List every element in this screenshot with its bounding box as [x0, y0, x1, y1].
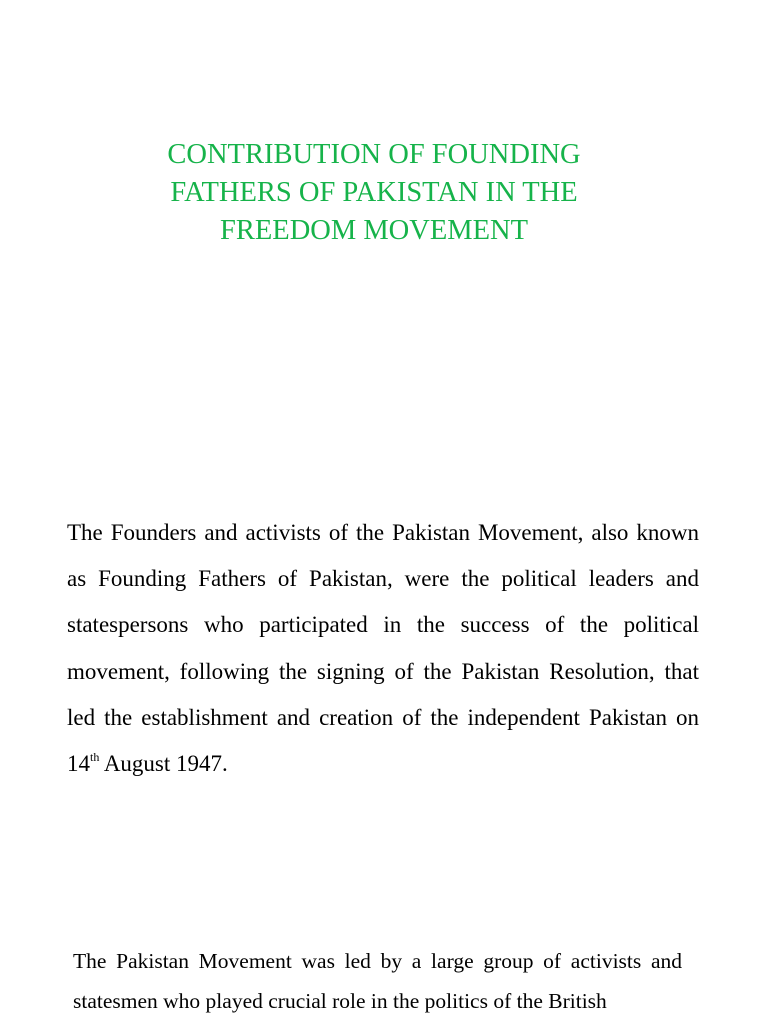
intro-paragraph-text: The Founders and activists of the Pakistan Movement, also known as Founding Fathers of Pakistan, were the political leaders and statespersons who participated in the success of the political movement, following the signing of the Pakistan Resolution, that led the establishment and creation of the independent Pakistan on 14	[67, 520, 699, 777]
intro-paragraph	[67, 510, 699, 787]
intro-paragraph-end: August 1947.	[99, 751, 228, 777]
movement-paragraph: The Pakistan Movement was led by a large group of activists and statesmen who played crucial role in the politics of the British	[73, 949, 682, 1013]
ordinal-superscript: th	[90, 750, 100, 765]
document-title: CONTRIBUTION OF FOUNDING FATHERS OF PAKISTAN IN THE FREEDOM MOVEMENT	[167, 139, 581, 246]
